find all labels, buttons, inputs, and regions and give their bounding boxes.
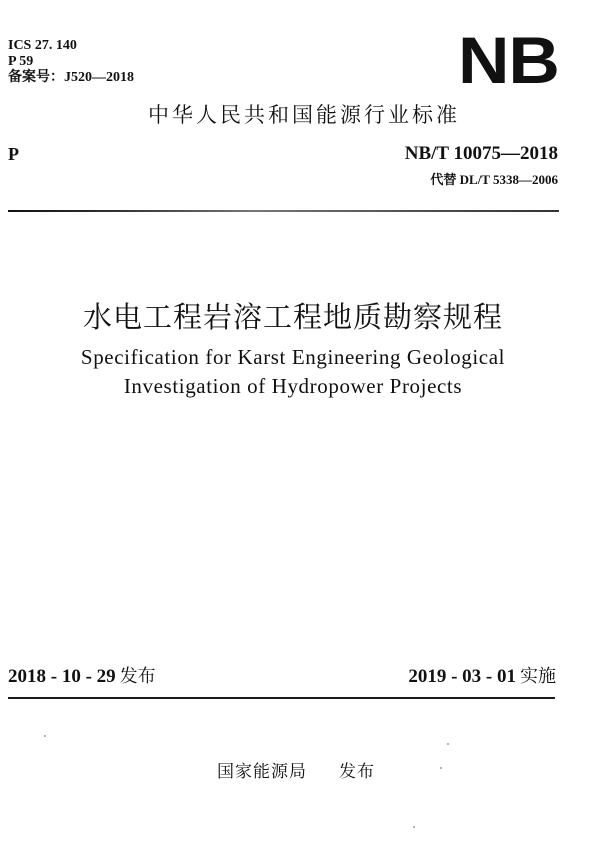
effective-date-value: 2019 - 03 - 01 <box>408 666 516 687</box>
english-title-line-2: Investigation of Hydropower Projects <box>123 374 463 398</box>
publisher-action: 发布 <box>339 762 375 782</box>
publisher-line <box>0 760 600 784</box>
issue-date <box>8 664 156 690</box>
scan-speck <box>440 767 442 769</box>
english-title-line-1: Specification for Karst Engineering Geological <box>80 345 506 369</box>
classification-block <box>8 38 134 86</box>
standard-number: NB/T 10075—2018 <box>404 143 558 164</box>
chinese-title: 水电工程岩溶工程地质勘察规程 <box>82 300 503 334</box>
ics-code: ICS 27. 140 <box>8 38 77 53</box>
scan-speck <box>413 826 415 828</box>
effective-date <box>408 664 556 690</box>
industry-standard-heading: 中华人民共和国能源行业标准 <box>148 103 460 127</box>
date-divider <box>8 697 555 699</box>
header-divider <box>8 210 559 212</box>
english-title <box>0 343 600 401</box>
replaces-standard: 代替 DL/T 5338—2006 <box>430 172 558 187</box>
publisher-name: 国家能源局 <box>217 762 307 782</box>
effective-date-label: 实施 <box>520 666 556 687</box>
nb-logo: NB <box>458 23 559 97</box>
filing-number: 备案号：J520—2018 <box>8 70 134 85</box>
issue-date-label: 发布 <box>119 666 156 687</box>
issue-date-value: 2018 - 10 - 29 <box>8 666 116 687</box>
scan-speck <box>44 735 46 737</box>
category-code: P 59 <box>8 54 34 69</box>
category-letter: P <box>8 144 19 164</box>
scan-speck <box>447 743 449 745</box>
